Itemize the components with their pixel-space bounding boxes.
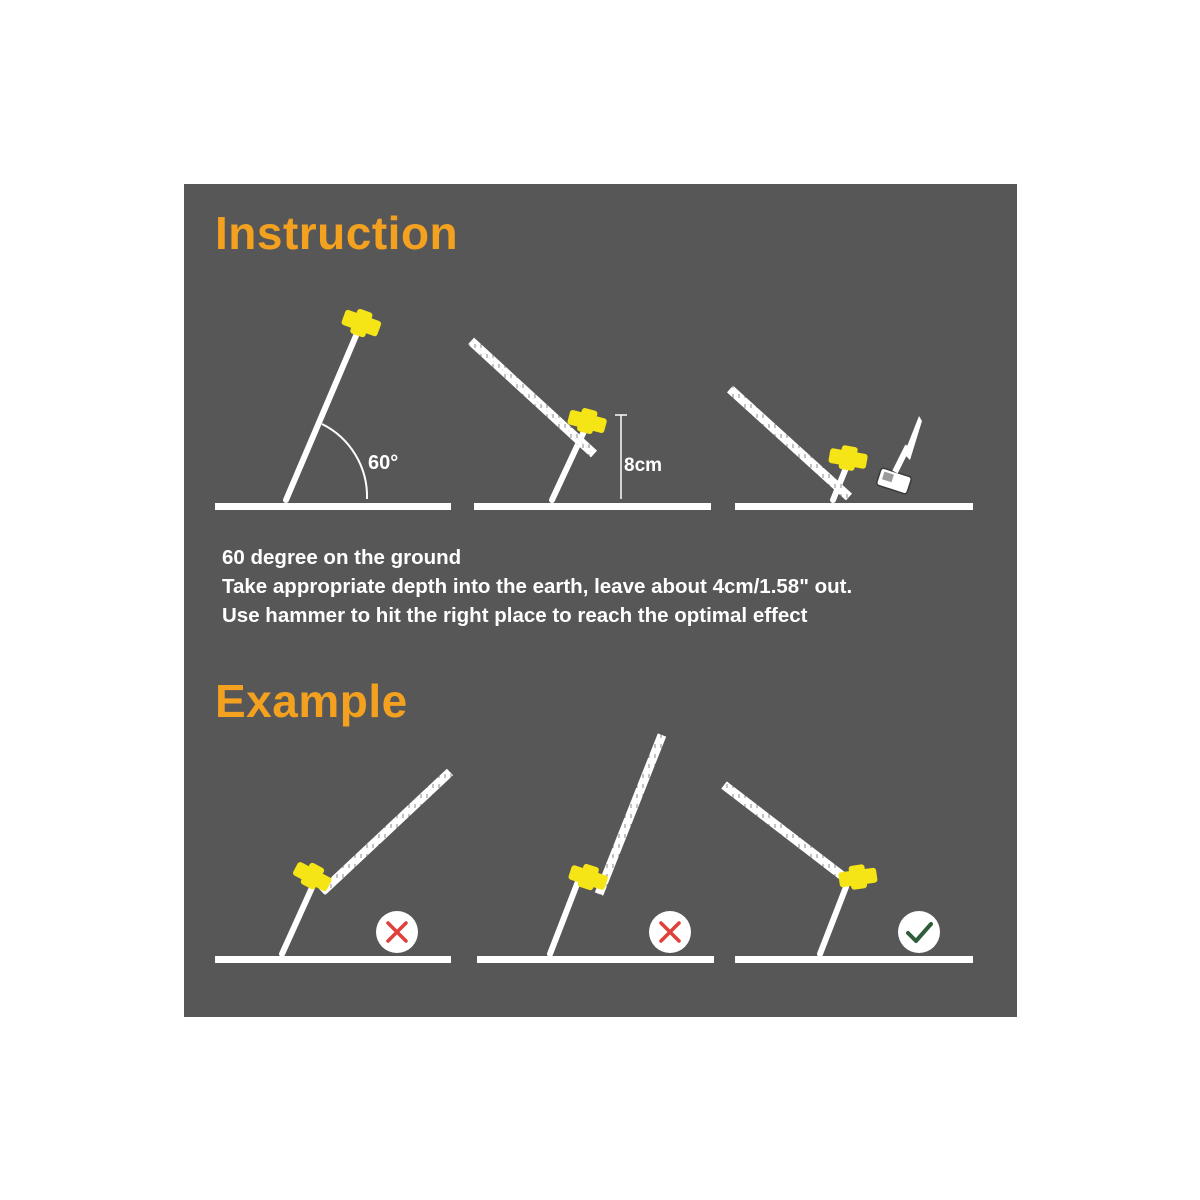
step-1-diagram [215, 304, 451, 510]
instruction-heading: Instruction [215, 207, 459, 259]
stake [550, 879, 579, 954]
ground-line [474, 503, 711, 510]
example-3-diagram [724, 785, 973, 963]
ground-line [735, 503, 973, 510]
ruler [322, 772, 450, 892]
cross-icon [376, 911, 418, 953]
angle-label: 60° [368, 452, 399, 474]
example-2-diagram [477, 735, 714, 963]
stake [820, 887, 846, 954]
example-heading: Example [215, 675, 408, 727]
instruction-panel [184, 184, 1017, 1017]
stake [282, 881, 315, 954]
ground-line [215, 503, 451, 510]
hammer-icon [876, 416, 922, 495]
angle-arc [322, 424, 367, 499]
ruler [724, 785, 849, 881]
step-text: Take appropriate depth into the earth, leave about 4cm/1.58" out. [222, 575, 853, 598]
depth-label: 8cm [624, 455, 663, 476]
ground-line [477, 956, 714, 963]
cross-icon [649, 911, 691, 953]
step-text: Use hammer to hit the right place to reach the optimal effect [222, 604, 808, 627]
stake-hook [827, 443, 869, 473]
stake [286, 331, 358, 500]
step-text: 60 degree on the ground [222, 546, 462, 569]
example-1-diagram [215, 772, 451, 963]
ground-line [735, 956, 973, 963]
ground-line [215, 956, 451, 963]
step-2-diagram [471, 341, 711, 510]
stake-hook [339, 304, 384, 341]
ruler [730, 389, 849, 497]
ruler [599, 735, 662, 894]
step-3-diagram [730, 389, 973, 510]
check-icon [898, 911, 940, 953]
instruction-steps [222, 543, 852, 630]
